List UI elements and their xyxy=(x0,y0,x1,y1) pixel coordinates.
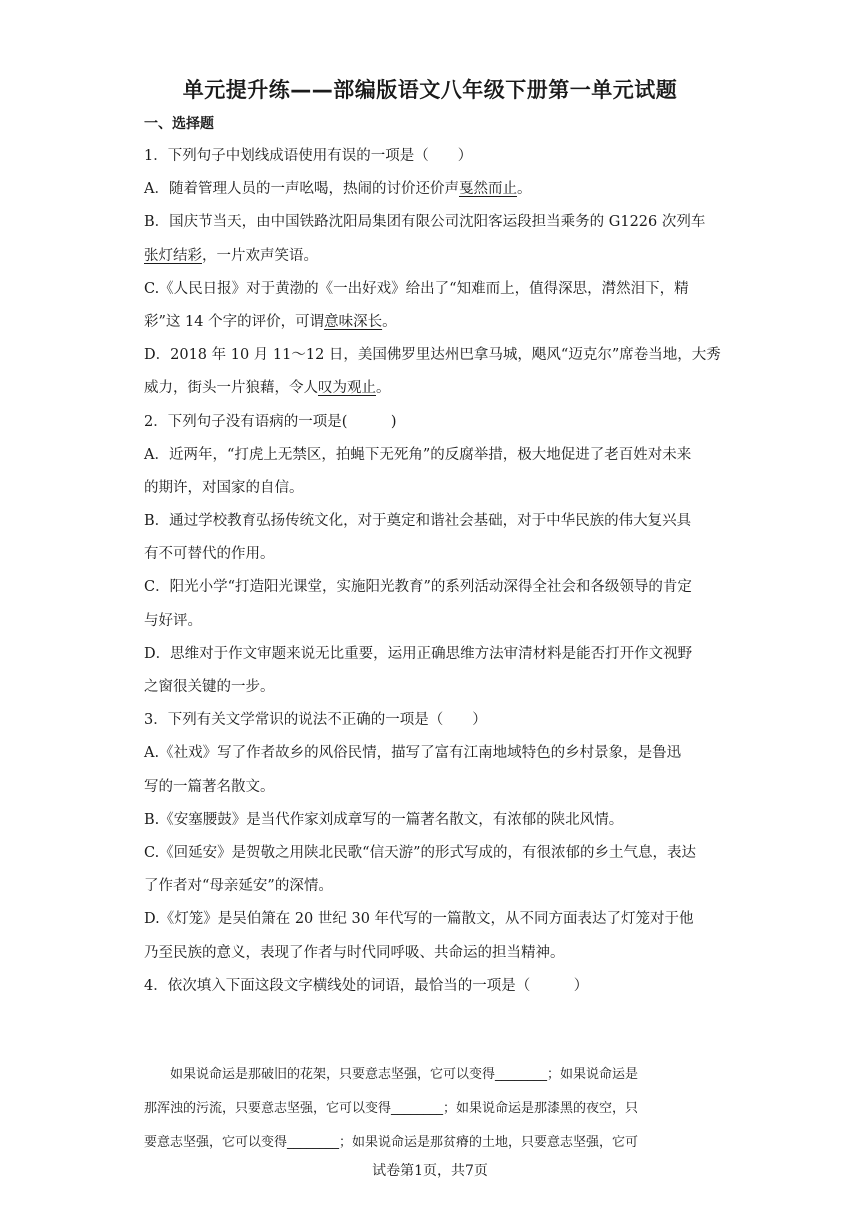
text-segment: B.《安塞腰鼓》是当代作家刘成章写的一篇著名散文，有浓郁的陕北风情。 xyxy=(144,811,624,828)
exam-title: 单元提升练——部编版语文八年级下册第一单元试题 xyxy=(182,78,678,102)
text-segment: 1．下列句子中划线成语使用有误的一项是（ ） xyxy=(144,148,473,164)
text-line xyxy=(144,173,724,206)
text-line xyxy=(144,771,724,804)
text-line xyxy=(144,903,724,936)
text-line xyxy=(144,472,724,505)
reading-passage xyxy=(144,1058,724,1160)
text-line xyxy=(144,804,724,837)
text-segment: C.《回延安》是贺敬之用陕北民歌“信天游”的形式写成的，有很浓郁的乡土气息，表达 xyxy=(144,844,697,861)
text-segment: B．通过学校教育弘扬传统文化，对于奠定和谐社会基础，对于中华民族的伟大复兴具 xyxy=(144,513,692,530)
text-line xyxy=(144,372,724,405)
text-segment: D．2018 年 10 月 11～12 日，美国佛罗里达州巴拿马城，飓风“迈克尔”席卷当地，大秀 xyxy=(144,347,721,364)
text-segment: 。 xyxy=(382,313,397,330)
text-line xyxy=(144,339,724,372)
text-segment: 3．下列有关文学常识的说法不正确的一项是（ ） xyxy=(144,712,487,729)
text-segment: 。 xyxy=(516,181,532,198)
text-segment: A．近两年，“打虎上无禁区，拍蝇下无死角”的反腐举措，极大地促进了老百姓对未来 xyxy=(144,446,692,463)
text-line xyxy=(144,704,724,737)
text-line xyxy=(144,273,724,306)
text-segment: 有不可替代的作用。 xyxy=(144,546,275,563)
text-segment: B．国庆节当天，由中国铁路沈阳局集团有限公司沈阳客运段担当乘务的 G1226 次列车 xyxy=(144,214,706,231)
text-line xyxy=(144,605,724,638)
section-heading: 一、选择题 xyxy=(144,116,214,132)
text-segment: 威力，街头一片狼藉，令人 xyxy=(144,380,318,397)
passage-line: 要意志坚强，它可以变得________；如果说命运是那贫瘠的土地，只要意志坚强，它可 xyxy=(144,1135,639,1150)
text-segment: C．阳光小学“打造阳光课堂，实施阳光教育”的系列活动深得全社会和各级领导的肯定 xyxy=(144,579,692,596)
text-line xyxy=(144,538,724,571)
text-segment: 写的一篇著名散文。 xyxy=(144,778,275,795)
underlined-idiom: 意味深长 xyxy=(324,313,383,330)
text-line xyxy=(144,737,724,770)
text-segment: 彩”这 14 个字的评价，可谓 xyxy=(144,313,325,330)
text-segment: 的期许，对国家的自信。 xyxy=(144,479,304,496)
text-line xyxy=(144,837,724,870)
underlined-idiom: 张灯结彩 xyxy=(144,247,202,264)
underlined-idiom: 叹为观止 xyxy=(318,380,376,397)
question-body xyxy=(144,140,724,1003)
text-segment: A.《社戏》写了作者故乡的风俗民情，描写了富有江南地域特色的乡村景象，是鲁迅 xyxy=(144,745,682,762)
text-line xyxy=(144,870,724,903)
text-line xyxy=(144,306,724,339)
text-segment: 与好评。 xyxy=(144,612,202,629)
text-segment: D.《灯笼》是吴伯箫在 20 世纪 30 年代写的一篇散文，从不同方面表达了灯笼对于他 xyxy=(144,911,694,928)
text-line xyxy=(144,206,724,239)
text-line xyxy=(144,439,724,472)
text-line xyxy=(144,671,724,704)
passage-line: 那浑浊的污流，只要意志坚强，它可以变得________；如果说命运是那漆黑的夜空，只 xyxy=(144,1101,639,1116)
text-line xyxy=(144,140,724,173)
text-line xyxy=(144,937,724,970)
text-line xyxy=(144,240,724,273)
text-segment: 了作者对“母亲延安”的深情。 xyxy=(144,878,333,895)
page-footer: 试卷第1页，共7页 xyxy=(372,1163,488,1179)
text-line xyxy=(144,638,724,671)
text-segment: 之窗很关键的一步。 xyxy=(144,679,275,695)
text-segment: 4．依次填入下面这段文字横线处的词语，最恰当的一项是（ ） xyxy=(144,977,589,994)
text-segment: C.《人民日报》对于黄渤的《一出好戏》给出了“知难而上，值得深思，潸然泪下，精 xyxy=(144,280,689,297)
text-line xyxy=(144,571,724,604)
text-line xyxy=(144,970,724,1003)
text-line xyxy=(144,505,724,538)
text-segment: ，一片欢声笑语。 xyxy=(202,247,318,264)
underlined-idiom: 戛然而止 xyxy=(458,181,517,198)
text-line xyxy=(144,406,724,439)
passage-line: 如果说命运是那破旧的花架，只要意志坚强，它可以变得________；如果说命运是 xyxy=(144,1067,639,1082)
text-segment: A．随着管理人员的一声吆喝，热闹的讨价还价声 xyxy=(144,181,459,198)
text-segment: D．思维对于作文审题来说无比重要，运用正确思维方法审清材料是能否打开作文视野 xyxy=(144,645,693,662)
text-segment: 2．下列句子没有语病的一项是( ) xyxy=(144,413,397,430)
text-segment: 乃至民族的意义，表现了作者与时代同呼吸、共命运的担当精神。 xyxy=(144,944,565,961)
text-segment: 。 xyxy=(376,380,391,397)
